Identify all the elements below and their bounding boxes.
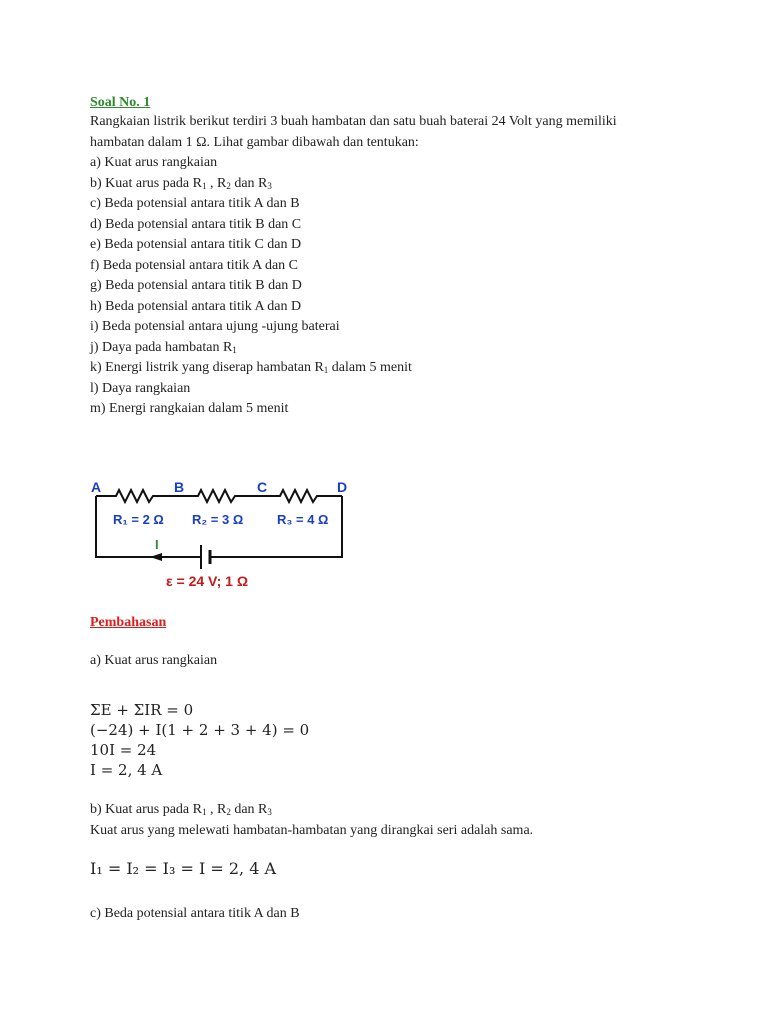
- question-item-l: l) Daya rangkaian: [90, 380, 191, 396]
- solution-b-heading: b) Kuat arus pada $R_1$ , $R_2$ dan $R_3$: [90, 802, 272, 817]
- solution-b-text: Kuat arus yang melewati hambatan-hambatan yang dirangkai seri adalah sama.: [90, 823, 534, 838]
- battery-symbol: [201, 545, 210, 569]
- equation-5: I₁ = I₂ = I₃ = I = 2, 4 A: [90, 859, 277, 878]
- question-item-h: h) Beda potensial antara titik A dan D: [90, 298, 302, 314]
- equation-3: 10I = 24: [90, 741, 157, 759]
- question-item-k: k) Energi listrik yang diserap hambatan $R_1$ dalam 5 menit: [90, 360, 412, 375]
- current-label: I: [155, 537, 159, 552]
- equation-2: (−24) + I(1 + 2 + 3 + 4) = 0: [90, 721, 310, 739]
- current-arrow-icon: [150, 553, 162, 561]
- intro-line-1: Rangkaian listrik berikut terdiri 3 buah hambatan dan satu buah baterai 24 Volt yang memiliki: [90, 114, 617, 129]
- question-item-e: e) Beda potensial antara titik C dan D: [90, 237, 302, 252]
- emf-label: ε = 24 V; 1 Ω: [166, 573, 249, 589]
- r2-label: R₂ = 3 Ω: [192, 512, 244, 527]
- question-item-g: g) Beda potensial antara titik B dan D: [90, 278, 302, 293]
- node-label-c: C: [257, 479, 268, 495]
- problem-intro: [90, 112, 710, 153]
- equation-4: I = 2, 4 A: [90, 761, 163, 779]
- question-item-m: m) Energi rangkaian dalam 5 menit: [90, 401, 289, 416]
- question-list: [90, 153, 710, 420]
- solution-c-heading: c) Beda potensial antara titik A dan B: [90, 906, 300, 921]
- node-label-d: D: [337, 479, 348, 495]
- resistor-r3: [262, 490, 342, 502]
- r3-label: R₃ = 4 Ω: [277, 512, 329, 527]
- question-item-a: a) Kuat arus rangkaian: [90, 155, 218, 170]
- r1-label: R₁ = 2 Ω: [113, 512, 164, 527]
- document-page: [90, 93, 710, 420]
- question-item-d: d) Beda potensial antara titik B dan C: [90, 216, 302, 232]
- resistor-r2: [179, 490, 262, 502]
- problem-title: Soal No. 1: [90, 95, 151, 110]
- solution-title: Pembahasan: [90, 615, 167, 630]
- equation-1: ΣE + ΣIR = 0: [90, 701, 194, 719]
- circuit-diagram: [88, 475, 358, 590]
- question-item-j: j) Daya pada hambatan $R_1$: [90, 339, 237, 355]
- question-item-c: c) Beda potensial antara titik A dan B: [90, 196, 300, 211]
- question-item-f: f) Beda potensial antara titik A dan C: [90, 257, 299, 273]
- node-label-b: B: [174, 479, 185, 495]
- question-item-i: i) Beda potensial antara ujung -ujung baterai: [90, 319, 340, 334]
- intro-line-2: hambatan dalam 1 Ω. Lihat gambar dibawah dan tentukan:: [90, 134, 419, 150]
- solution-a-heading: a) Kuat arus rangkaian: [90, 653, 218, 668]
- node-label-a: A: [91, 479, 102, 495]
- question-item-b: b) Kuat arus pada $R_1$ , $R_2$ dan $R_3$: [90, 175, 272, 191]
- resistor-r1: [96, 490, 179, 502]
